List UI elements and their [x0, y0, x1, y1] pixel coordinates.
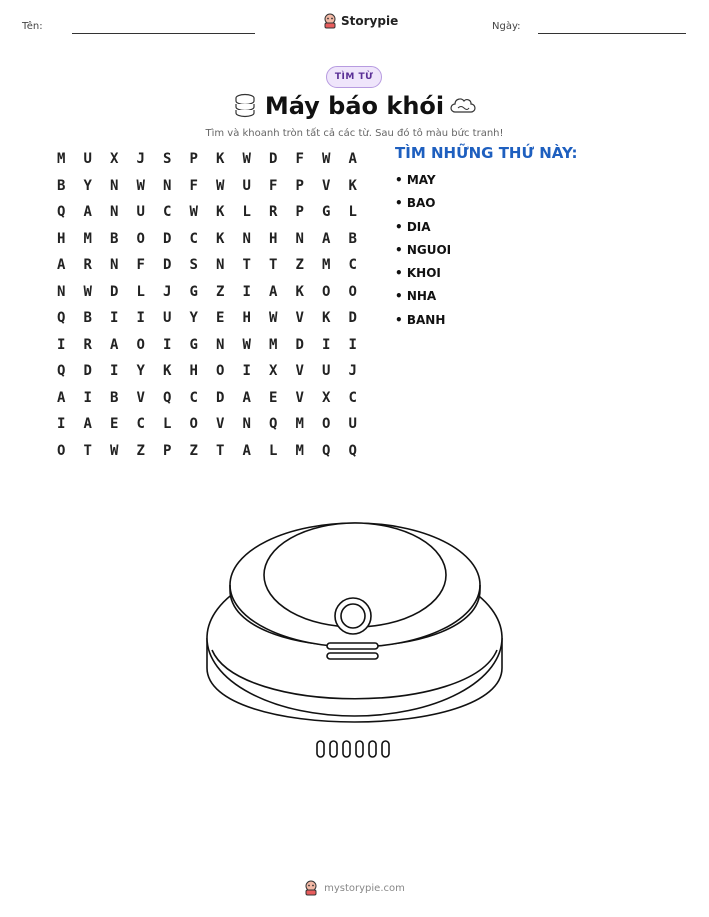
grid-cell[interactable]: X	[322, 389, 331, 406]
grid-cell[interactable]: I	[57, 336, 66, 353]
grid-cell[interactable]: G	[322, 204, 331, 221]
grid-cell[interactable]: N	[57, 283, 66, 300]
grid-cell[interactable]: I	[322, 336, 331, 353]
grid-cell[interactable]: B	[83, 310, 92, 327]
grid-cell[interactable]: M	[269, 336, 278, 353]
grid-cell[interactable]: E	[110, 416, 119, 433]
grid-cell[interactable]: B	[348, 230, 357, 247]
grid-cell[interactable]: K	[216, 230, 225, 247]
grid-cell[interactable]: T	[269, 257, 278, 274]
smoke-detector-illustration	[200, 490, 510, 770]
grid-cell[interactable]: V	[295, 310, 304, 327]
grid-cell[interactable]: Q	[163, 389, 172, 406]
grid-cell[interactable]: V	[216, 416, 225, 433]
grid-cell[interactable]: I	[348, 336, 357, 353]
grid-cell[interactable]: J	[163, 283, 172, 300]
grid-cell[interactable]: O	[136, 230, 145, 247]
grid-cell[interactable]: A	[57, 389, 66, 406]
grid-cell[interactable]: Y	[136, 363, 145, 380]
date-label: Ngày:	[492, 21, 521, 32]
grid-cell[interactable]: A	[269, 283, 278, 300]
grid-cell[interactable]: U	[348, 416, 357, 433]
grid-cell[interactable]: W	[136, 177, 145, 194]
word-list-item: • MAY	[395, 173, 436, 187]
grid-cell[interactable]: M	[295, 416, 304, 433]
grid-cell[interactable]: W	[269, 310, 278, 327]
grid-cell[interactable]: U	[163, 310, 172, 327]
grid-cell[interactable]: A	[57, 257, 66, 274]
grid-cell[interactable]: N	[110, 204, 119, 221]
grid-cell[interactable]: N	[216, 257, 225, 274]
grid-cell[interactable]: N	[110, 177, 119, 194]
grid-cell[interactable]: C	[348, 257, 357, 274]
storypie-logo-icon	[304, 880, 318, 896]
grid-cell[interactable]: I	[136, 310, 145, 327]
grid-cell[interactable]: P	[295, 204, 304, 221]
storypie-logo-icon	[323, 13, 337, 29]
grid-cell[interactable]: K	[295, 283, 304, 300]
grid-cell[interactable]: A	[242, 442, 251, 459]
grid-cell[interactable]: A	[322, 230, 331, 247]
grid-cell[interactable]: F	[269, 177, 278, 194]
grid-cell[interactable]: Q	[57, 310, 66, 327]
word-list-item: • KHOI	[395, 266, 441, 281]
grid-cell[interactable]: Z	[216, 283, 225, 300]
instructions: Tìm và khoanh tròn tất cả các từ. Sau đó tô màu bức tranh!	[205, 128, 504, 139]
grid-cell[interactable]: A	[83, 416, 92, 433]
grid-cell[interactable]: Q	[269, 416, 278, 433]
grid-cell[interactable]: N	[242, 416, 251, 433]
grid-cell[interactable]: O	[216, 363, 225, 380]
name-label: Tên:	[22, 21, 43, 32]
word-list-item: • BAO	[395, 196, 436, 211]
grid-cell[interactable]: F	[136, 257, 145, 274]
grid-cell[interactable]: O	[322, 416, 331, 433]
grid-cell[interactable]: C	[189, 230, 198, 247]
date-line[interactable]	[538, 33, 686, 34]
grid-cell[interactable]: V	[322, 177, 331, 194]
grid-cell[interactable]: F	[189, 177, 198, 194]
grid-cell[interactable]: O	[136, 336, 145, 353]
grid-cell[interactable]: F	[295, 151, 304, 168]
grid-cell[interactable]: O	[57, 442, 66, 459]
grid-cell[interactable]: D	[348, 310, 357, 327]
grid-cell[interactable]: N	[163, 177, 172, 194]
grid-cell[interactable]: A	[348, 151, 357, 168]
word-list-item: • NGUOI	[395, 242, 452, 257]
grid-cell[interactable]: D	[295, 336, 304, 353]
grid-cell[interactable]: N	[216, 336, 225, 353]
grid-cell[interactable]: N	[110, 257, 119, 274]
grid-cell[interactable]: Q	[322, 442, 331, 459]
word-list-item: • DIA	[395, 219, 431, 234]
grid-cell[interactable]: A	[110, 336, 119, 353]
grid-cell[interactable]: Y	[83, 177, 92, 194]
grid-cell[interactable]: U	[322, 363, 331, 380]
grid-cell[interactable]: U	[136, 204, 145, 221]
grid-cell[interactable]: V	[136, 389, 145, 406]
grid-cell[interactable]: E	[216, 310, 225, 327]
grid-cell[interactable]: K	[216, 204, 225, 221]
grid-cell[interactable]: G	[189, 283, 198, 300]
grid-cell[interactable]: H	[189, 363, 198, 380]
grid-cell[interactable]: J	[348, 363, 357, 380]
grid-cell[interactable]: V	[295, 363, 304, 380]
word-search-grid[interactable]	[48, 146, 366, 464]
grid-cell[interactable]: W	[242, 151, 251, 168]
grid-cell[interactable]: L	[163, 416, 172, 433]
grid-cell[interactable]: A	[83, 204, 92, 221]
grid-cell[interactable]: I	[57, 416, 66, 433]
grid-cell[interactable]: M	[322, 257, 331, 274]
brand-logo	[323, 13, 398, 29]
name-line[interactable]	[72, 33, 255, 34]
grid-cell[interactable]: D	[269, 151, 278, 168]
smoke-cloud-icon	[449, 96, 477, 116]
grid-cell[interactable]: E	[269, 389, 278, 406]
grid-cell[interactable]: D	[83, 363, 92, 380]
grid-cell[interactable]: M	[295, 442, 304, 459]
grid-cell[interactable]: C	[163, 204, 172, 221]
grid-cell[interactable]: W	[83, 283, 92, 300]
grid-cell[interactable]: I	[110, 310, 119, 327]
grid-cell[interactable]: I	[242, 363, 251, 380]
grid-cell[interactable]: H	[269, 230, 278, 247]
grid-cell[interactable]: B	[110, 230, 119, 247]
word-list-item: • NHA	[395, 289, 437, 304]
grid-cell[interactable]: L	[136, 283, 145, 300]
grid-cell[interactable]: C	[136, 416, 145, 433]
grid-cell[interactable]: P	[163, 442, 172, 459]
grid-cell[interactable]: V	[295, 389, 304, 406]
grid-cell[interactable]: R	[83, 336, 92, 353]
page-title: Máy báo khói	[264, 92, 445, 120]
grid-cell[interactable]: X	[110, 151, 119, 168]
grid-cell[interactable]: D	[216, 389, 225, 406]
grid-cell[interactable]: K	[348, 177, 357, 194]
grid-cell[interactable]: I	[242, 283, 251, 300]
grid-cell[interactable]: Q	[348, 442, 357, 459]
grid-cell[interactable]: Q	[57, 363, 66, 380]
word-list-title: TÌM NHỮNG THỨ NÀY:	[395, 144, 578, 162]
word-list	[395, 172, 451, 335]
brand-name: Storypie	[341, 14, 399, 28]
grid-cell[interactable]: W	[322, 151, 331, 168]
grid-cell[interactable]: O	[322, 283, 331, 300]
grid-cell[interactable]: L	[269, 442, 278, 459]
grid-cell[interactable]: R	[83, 257, 92, 274]
grid-cell[interactable]: D	[110, 283, 119, 300]
grid-cell[interactable]: X	[269, 363, 278, 380]
grid-cell[interactable]: R	[269, 204, 278, 221]
grid-cell[interactable]: M	[57, 151, 66, 168]
grid-cell[interactable]: P	[189, 151, 198, 168]
grid-cell[interactable]: Q	[57, 204, 66, 221]
grid-cell[interactable]: Y	[189, 310, 198, 327]
grid-cell[interactable]: I	[110, 363, 119, 380]
grid-cell[interactable]: C	[348, 389, 357, 406]
grid-cell[interactable]: K	[322, 310, 331, 327]
grid-cell[interactable]: W	[242, 336, 251, 353]
category-badge: TÌM TỪ	[326, 66, 382, 88]
grid-cell[interactable]: G	[189, 336, 198, 353]
grid-cell[interactable]: B	[57, 177, 66, 194]
footer-url: mystorypie.com	[324, 882, 405, 894]
footer	[0, 880, 709, 896]
grid-cell[interactable]: N	[242, 230, 251, 247]
grid-cell[interactable]: H	[242, 310, 251, 327]
grid-cell[interactable]: T	[83, 442, 92, 459]
word-list-item: • BANH	[395, 312, 446, 327]
grid-cell[interactable]: T	[242, 257, 251, 274]
grid-cell[interactable]: S	[189, 257, 198, 274]
grid-cell[interactable]: W	[189, 204, 198, 221]
grid-cell[interactable]: I	[83, 389, 92, 406]
grid-cell[interactable]: A	[242, 389, 251, 406]
grid-cell[interactable]: T	[216, 442, 225, 459]
grid-cell[interactable]: Z	[189, 442, 198, 459]
grid-cell[interactable]: N	[295, 230, 304, 247]
grid-cell[interactable]: W	[216, 177, 225, 194]
grid-cell[interactable]: W	[110, 442, 119, 459]
grid-cell[interactable]: H	[57, 230, 66, 247]
grid-cell[interactable]: L	[242, 204, 251, 221]
grid-cell[interactable]: P	[295, 177, 304, 194]
grid-cell[interactable]: Z	[136, 442, 145, 459]
grid-cell[interactable]: O	[348, 283, 357, 300]
grid-cell[interactable]: U	[83, 151, 92, 168]
grid-cell[interactable]: Z	[295, 257, 304, 274]
grid-cell[interactable]: D	[163, 230, 172, 247]
grid-cell[interactable]: C	[189, 389, 198, 406]
grid-cell[interactable]: D	[163, 257, 172, 274]
grid-cell[interactable]: K	[163, 363, 172, 380]
grid-cell[interactable]: S	[163, 151, 172, 168]
grid-cell[interactable]: U	[242, 177, 251, 194]
grid-cell[interactable]: J	[136, 151, 145, 168]
grid-cell[interactable]: B	[110, 389, 119, 406]
grid-cell[interactable]: M	[83, 230, 92, 247]
grid-cell[interactable]: K	[216, 151, 225, 168]
grid-cell[interactable]: O	[189, 416, 198, 433]
grid-cell[interactable]: L	[348, 204, 357, 221]
grid-cell[interactable]: I	[163, 336, 172, 353]
